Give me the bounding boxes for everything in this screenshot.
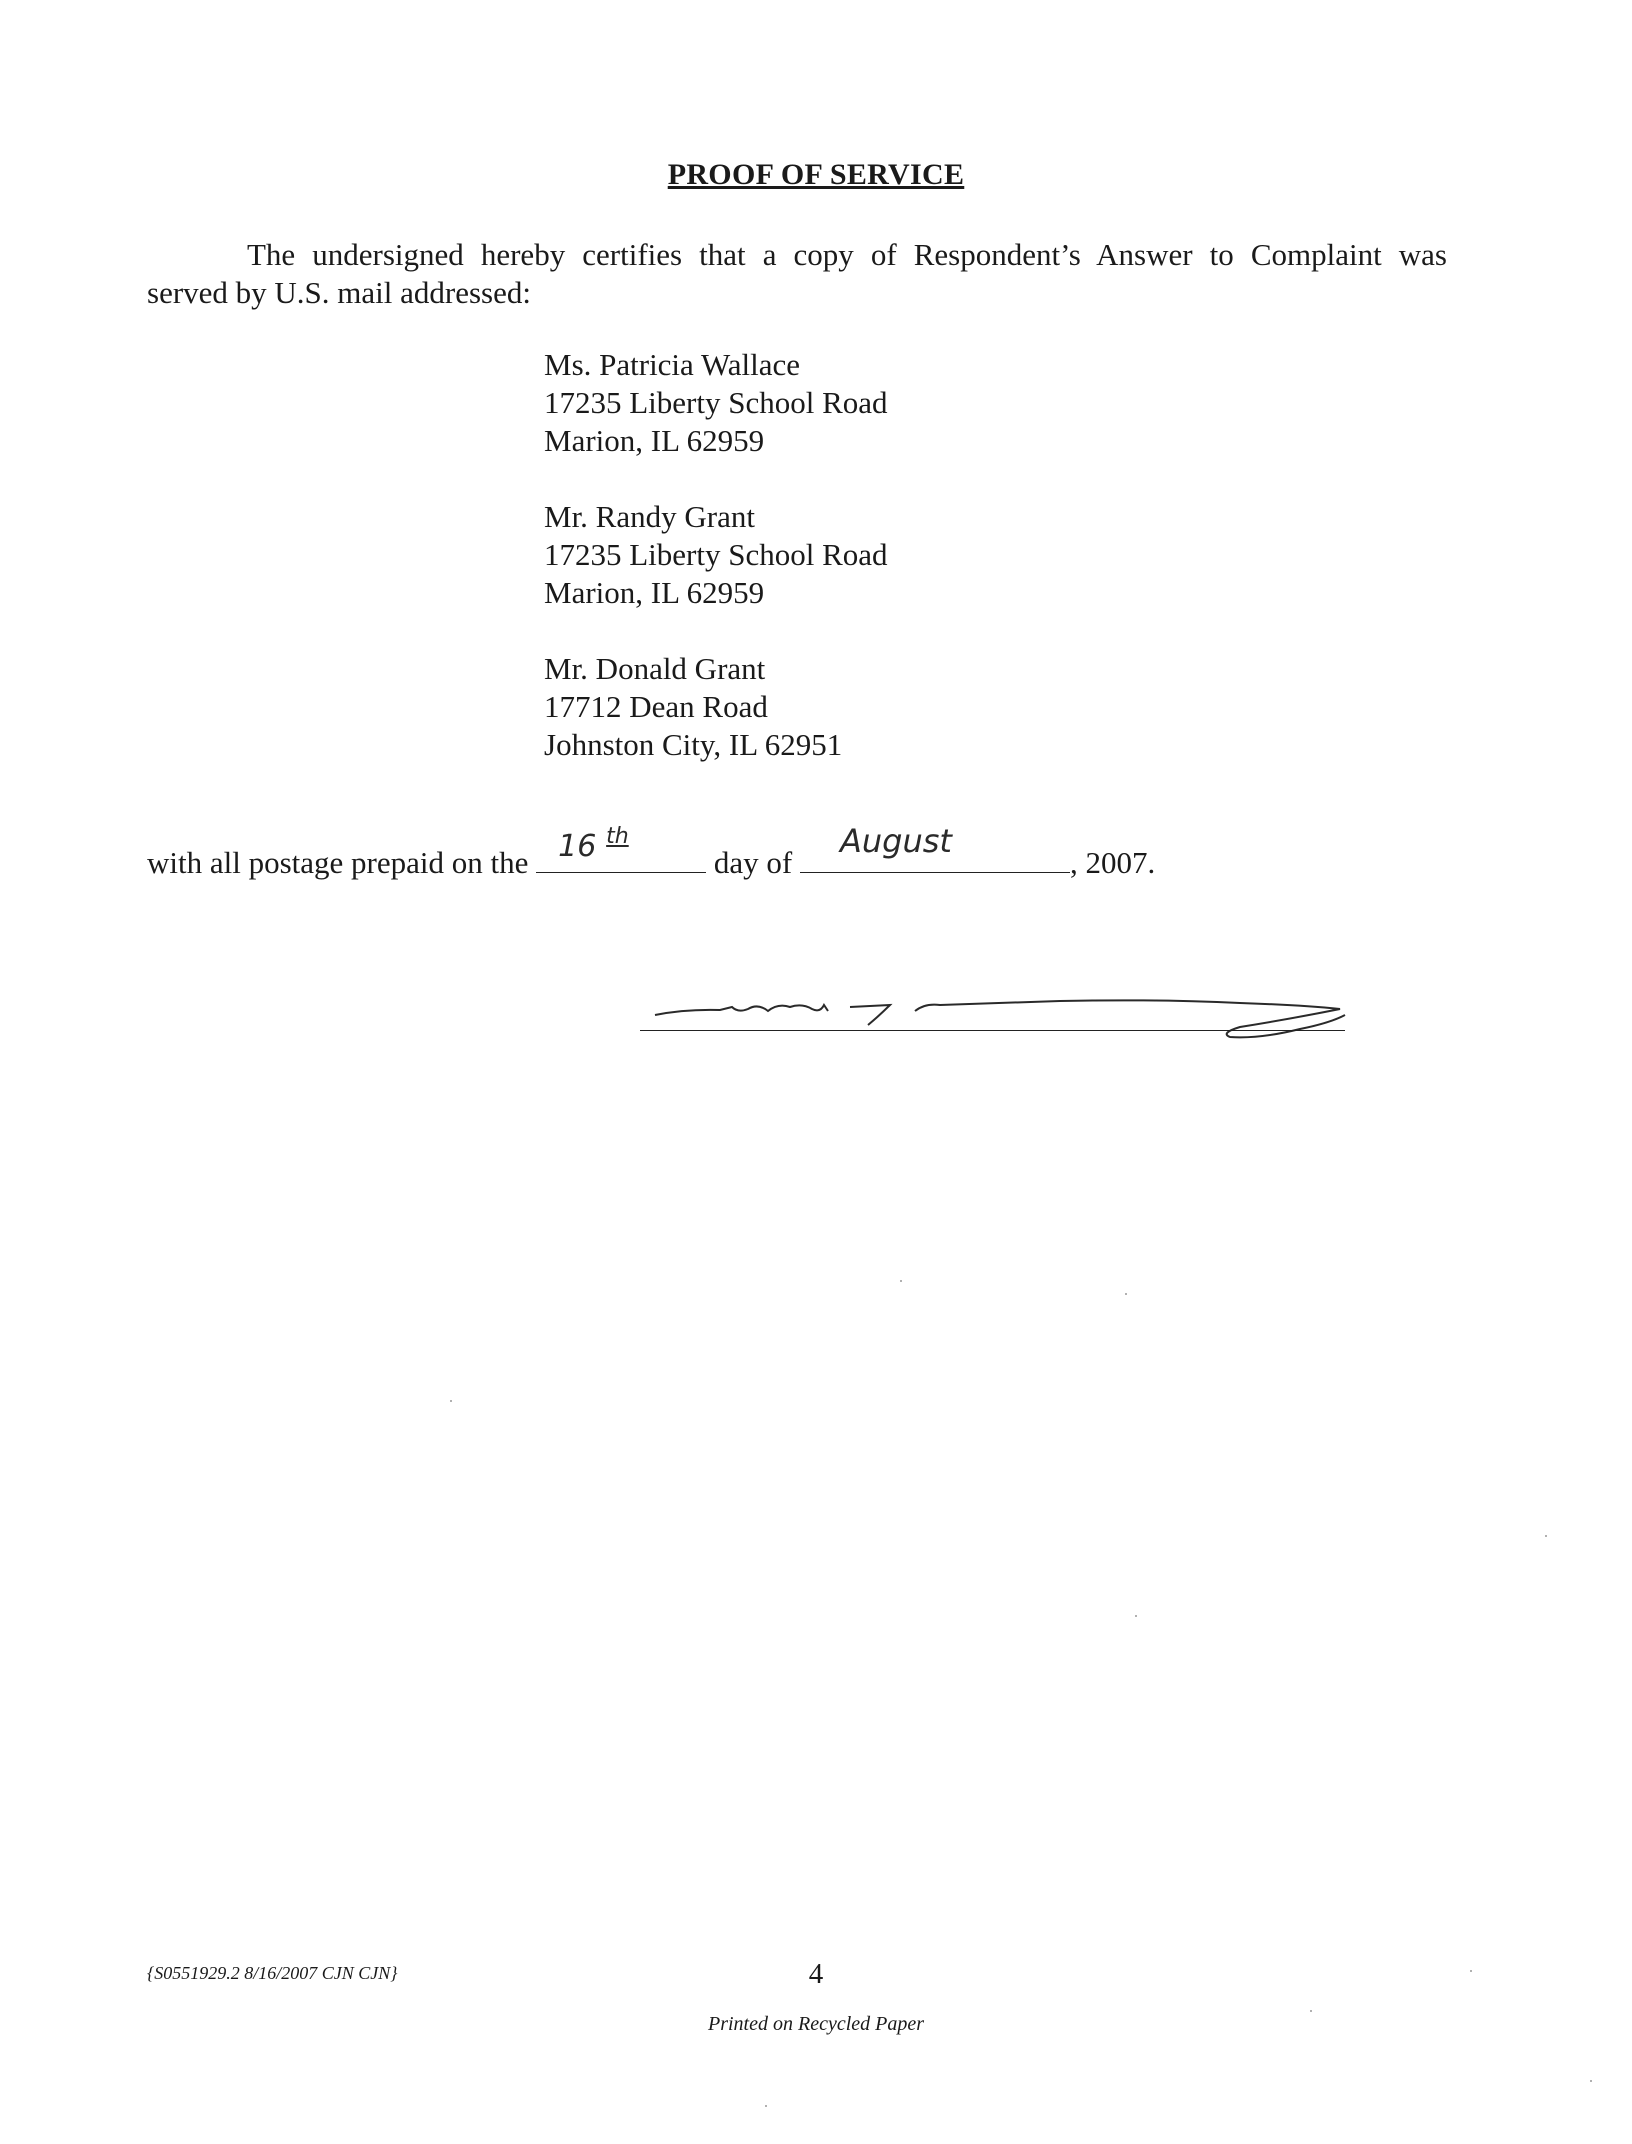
scan-speck — [765, 2105, 767, 2107]
recipient-name: Mr. Donald Grant — [544, 651, 766, 686]
scan-speck — [900, 1280, 902, 1282]
recipient-address-1 — [544, 346, 888, 460]
scan-speck — [1310, 2010, 1312, 2012]
intro-paragraph — [147, 236, 1447, 312]
recipient-address-2 — [544, 498, 888, 612]
handwritten-day: 16 — [558, 829, 597, 864]
postage-prefix: with all postage prepaid on the — [147, 845, 537, 880]
recipient-street: 17712 Dean Road — [544, 689, 768, 724]
printed-note: Printed on Recycled Paper — [707, 2013, 925, 2035]
recipient-city: Marion, IL 62959 — [544, 575, 765, 610]
recipient-name: Mr. Randy Grant — [544, 499, 755, 534]
scan-speck — [1590, 2080, 1592, 2082]
scan-speck — [1545, 1535, 1547, 1537]
recipient-city: Marion, IL 62959 — [544, 423, 765, 458]
intro-line-2: served by U.S. mail addressed: — [147, 275, 531, 310]
recipient-name: Ms. Patricia Wallace — [544, 347, 801, 382]
recipient-address-3 — [544, 650, 842, 764]
signature-icon — [640, 985, 1360, 1065]
recipient-street: 17235 Liberty School Road — [544, 537, 888, 572]
day-blank — [536, 824, 706, 873]
month-blank — [800, 822, 1070, 873]
postage-statement — [147, 822, 1156, 882]
postage-suffix: , 2007. — [1069, 845, 1156, 880]
page-number: 4 — [808, 1958, 824, 1990]
document-code: {S0551929.2 8/16/2007 CJN CJN} — [147, 1963, 398, 1983]
handwritten-month: August — [839, 822, 952, 860]
scan-speck — [450, 1400, 452, 1402]
scan-speck — [1135, 1615, 1137, 1617]
recipient-city: Johnston City, IL 62951 — [544, 727, 843, 762]
scan-speck — [1125, 1293, 1127, 1295]
recipient-street: 17235 Liberty School Road — [544, 385, 888, 420]
scan-speck — [1470, 1970, 1472, 1972]
signature-line — [640, 1030, 1345, 1031]
postage-middle: day of — [706, 845, 800, 880]
document-title: PROOF OF SERVICE — [667, 158, 965, 191]
handwritten-day-suffix: th — [606, 824, 629, 849]
intro-line-1: The undersigned hereby certifies that a copy of Respondent’s Answer to Complaint was — [247, 237, 1447, 272]
